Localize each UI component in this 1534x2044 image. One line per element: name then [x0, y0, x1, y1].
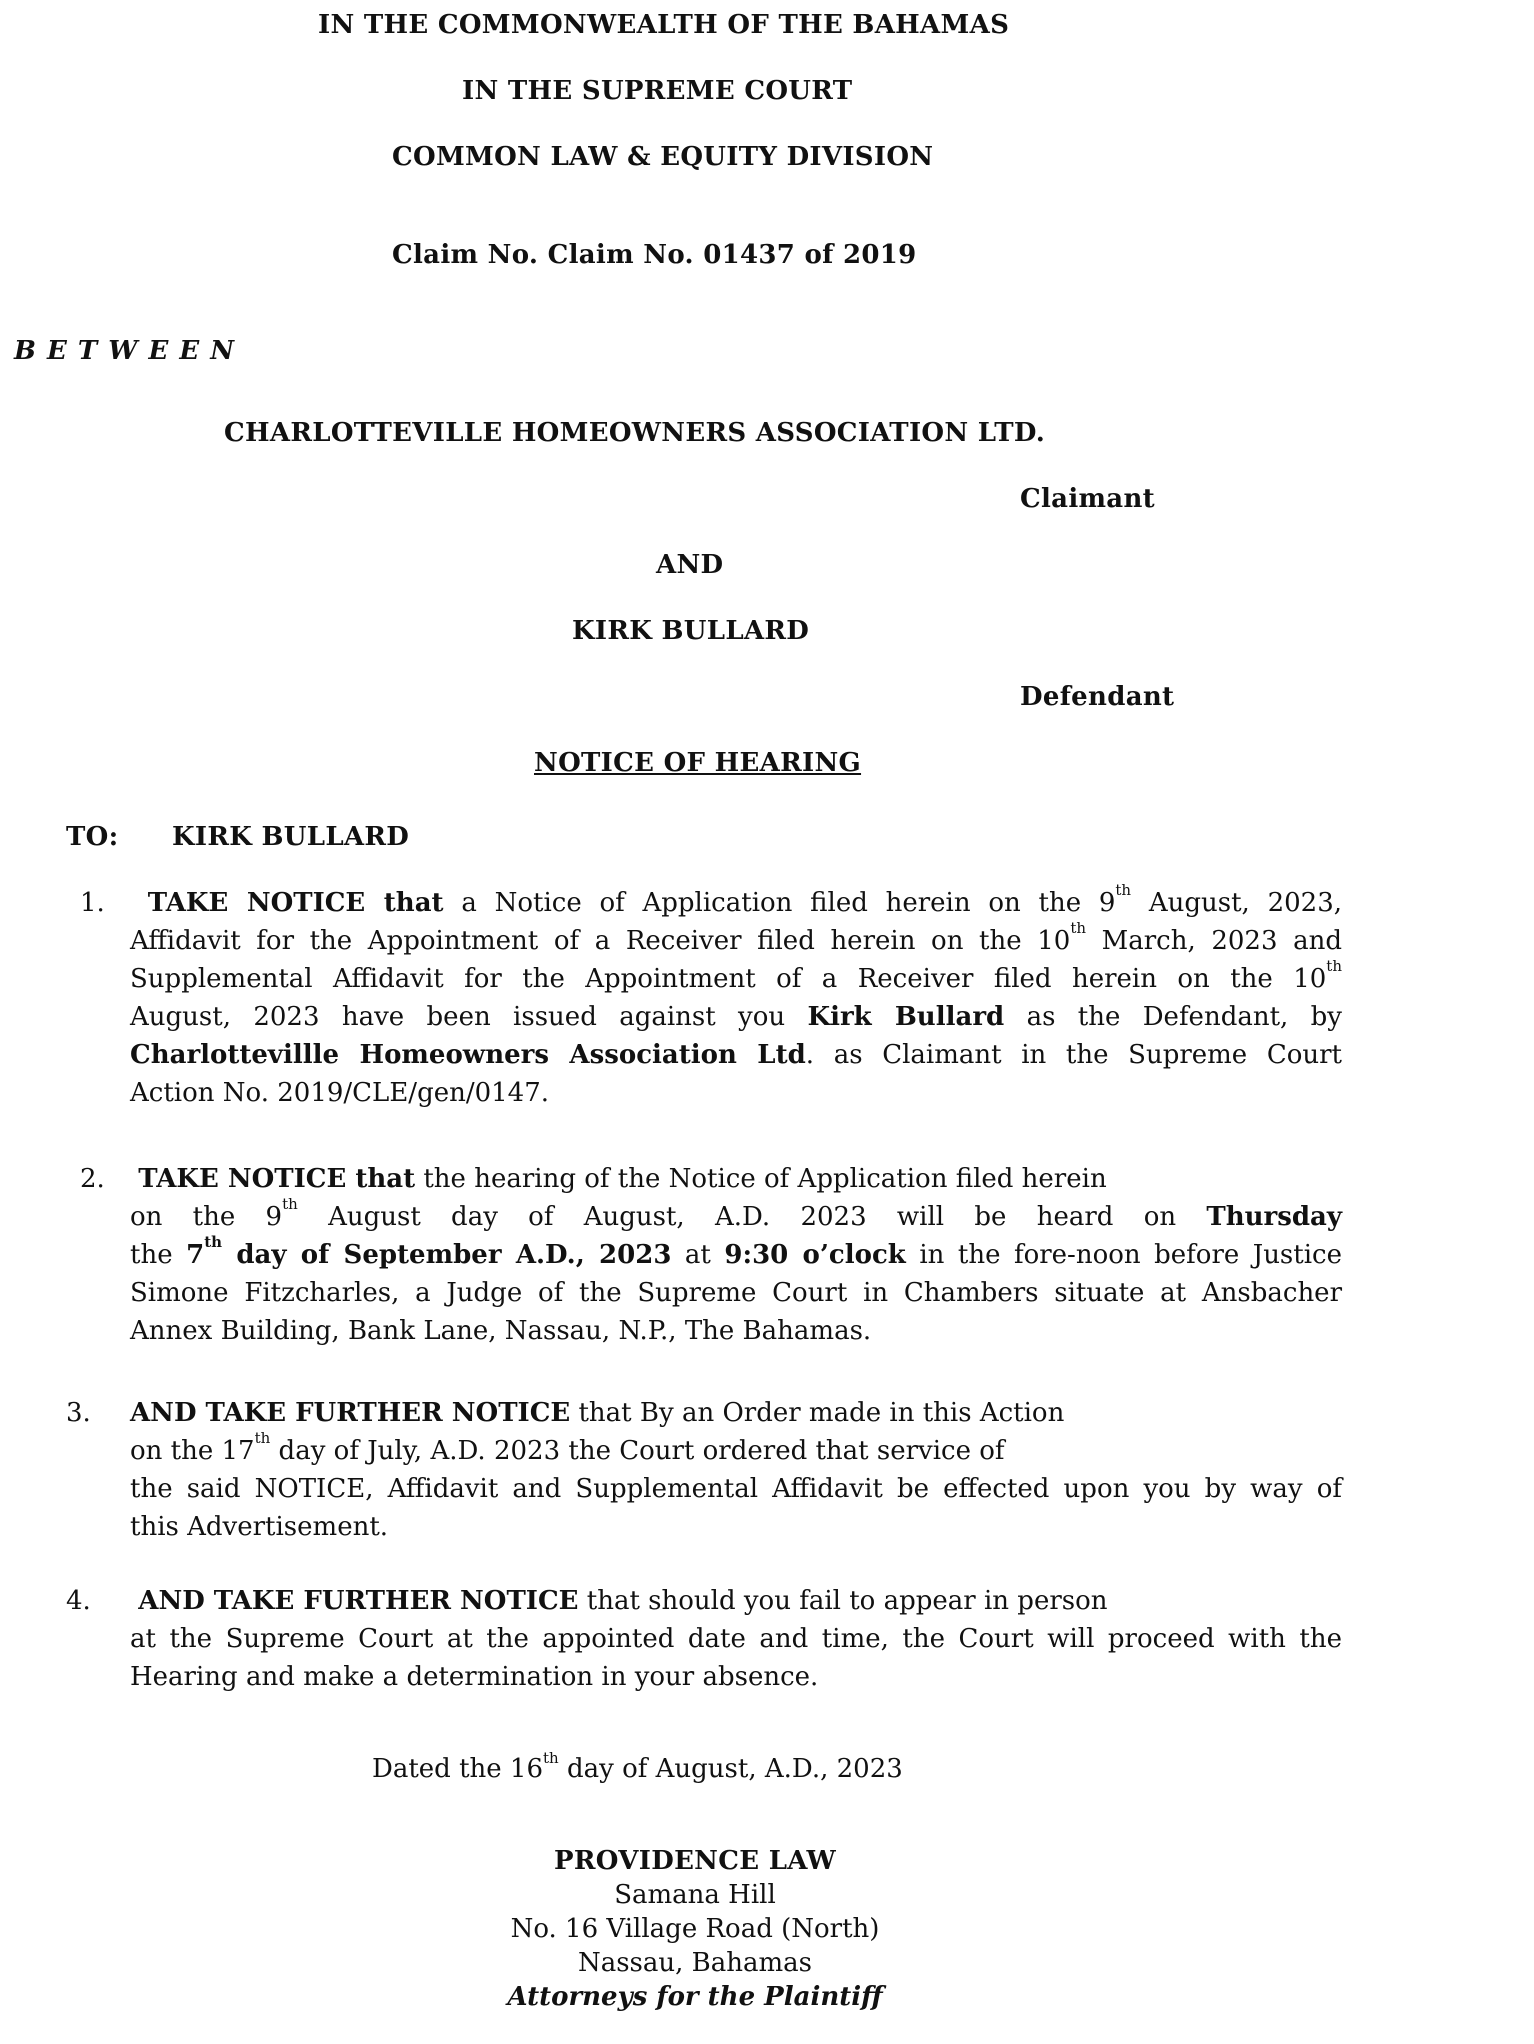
between-label: B E T W E E N — [14, 336, 236, 366]
dated-text: day of August, A.D., 2023 — [558, 1754, 903, 1784]
paragraph-2-line-4: Simone Fitzcharles, a Judge of the Supreme Court in Chambers situate at Ansbacher — [130, 1278, 1342, 1308]
firm-address-2 — [0, 1912, 1534, 1946]
paragraph-3-line-3: the said NOTICE, Affidavit and Supplemental Affidavit be effected upon you by way of — [130, 1474, 1342, 1504]
superscript: th — [1070, 919, 1087, 937]
paragraph-text: . as Claimant in the Supreme Court — [805, 1040, 1343, 1070]
hearing-date-bold: day of September A.D., 2023 — [222, 1240, 672, 1270]
superscript: th — [1115, 881, 1132, 899]
paragraph-1-line-4 — [130, 998, 1342, 1036]
defendant-bold: Kirk Bullard — [807, 1002, 1005, 1032]
superscript: th — [204, 1233, 223, 1251]
paragraph-1-line-1 — [130, 881, 1342, 922]
paragraph-2-line-5: Annex Building, Bank Lane, Nassau, N.P., The Bahamas. — [130, 1316, 872, 1346]
paragraph-4-line-1 — [130, 1582, 1342, 1620]
paragraph-1-line-5 — [130, 1036, 1342, 1074]
superscript: th — [254, 1429, 271, 1447]
paragraph-text: Affidavit for the Appointment of a Receiver filed herein on the 10 — [130, 926, 1071, 956]
paragraph-2-line-1 — [130, 1160, 1342, 1198]
and-label: AND — [656, 550, 724, 580]
dated-line — [372, 1749, 903, 1786]
paragraph-2-line-3 — [130, 1233, 1342, 1274]
paragraph-text: the hearing of the Notice of Application filed herein — [415, 1164, 1107, 1194]
paragraph-text: August, 2023, — [1131, 888, 1342, 918]
defendant-label: Defendant — [1020, 682, 1175, 712]
paragraph-text: Supplemental Affidavit for the Appointment of a Receiver filed herein on the 10 — [130, 964, 1327, 994]
paragraph-1-line-3 — [130, 957, 1342, 998]
firm-name-text: PROVIDENCE LAW — [554, 1846, 836, 1876]
firm-role-text: Attorneys for the Plaintiff — [507, 1982, 883, 2012]
defendant-name: KIRK BULLARD — [572, 616, 810, 646]
paragraph-3-number: 3. — [66, 1398, 91, 1428]
hearing-time-bold: 9:30 o’clock — [724, 1240, 906, 1270]
take-notice-bold: TAKE NOTICE that — [138, 1164, 416, 1194]
paragraph-2-line-2 — [130, 1195, 1342, 1236]
firm-role — [0, 1980, 1534, 2014]
court-jurisdiction: IN THE COMMONWEALTH OF THE BAHAMAS — [318, 10, 1010, 40]
paragraph-4-line-2: at the Supreme Court at the appointed date and time, the Court will proceed with the — [130, 1624, 1342, 1654]
take-notice-bold: TAKE NOTICE that — [147, 888, 444, 918]
paragraph-text: in the fore-noon before Justice — [905, 1240, 1342, 1270]
further-notice-bold: AND TAKE FURTHER NOTICE — [138, 1586, 579, 1616]
paragraph-4-line-3: Hearing and make a determination in your absence. — [130, 1662, 819, 1692]
paragraph-text: that should you fail to appear in person — [578, 1586, 1108, 1616]
firm-address-text: Nassau, Bahamas — [577, 1948, 813, 1978]
paragraph-text: August, 2023 have been issued against you — [130, 1002, 808, 1032]
paragraph-text: a Notice of Application filed herein on the 9 — [443, 888, 1116, 918]
superscript: th — [543, 1749, 559, 1767]
claimant-bold: Charlottevillle Homeowners Association Ltd — [130, 1040, 806, 1070]
to-name: KIRK BULLARD — [172, 822, 410, 852]
dated-text: Dated the 16 — [372, 1754, 544, 1784]
paragraph-text: March, 2023 and — [1086, 926, 1342, 956]
claimant-label: Claimant — [1020, 484, 1155, 514]
to-label: TO: — [66, 822, 119, 852]
paragraph-text: the — [130, 1240, 187, 1270]
court-name: IN THE SUPREME COURT — [462, 76, 853, 106]
claimant-name: CHARLOTTEVILLE HOMEOWNERS ASSOCIATION LTD. — [224, 418, 1046, 448]
paragraph-3-line-2 — [130, 1429, 1342, 1470]
paragraph-1-number: 1. — [80, 888, 105, 918]
court-division: COMMON LAW & EQUITY DIVISION — [392, 142, 934, 172]
superscript: th — [1326, 957, 1342, 975]
firm-name — [0, 1844, 1534, 1878]
further-notice-bold: AND TAKE FURTHER NOTICE — [130, 1398, 571, 1428]
paragraph-3-line-4: this Advertisement. — [130, 1512, 389, 1542]
firm-address-1 — [0, 1878, 1534, 1912]
paragraph-text: on the 17 — [130, 1436, 255, 1466]
paragraph-1-line-2 — [130, 919, 1342, 960]
firm-address-text: Samana Hill — [614, 1880, 776, 1910]
firm-address-text: No. 16 Village Road (North) — [510, 1914, 880, 1944]
paragraph-text: that By an Order made in this Action — [570, 1398, 1065, 1428]
claim-number: Claim No. Claim No. 01437 of 2019 — [392, 240, 917, 270]
paragraph-text: on the 9 — [130, 1202, 283, 1232]
paragraph-3-line-1 — [130, 1394, 1342, 1432]
firm-address-3 — [0, 1946, 1534, 1980]
paragraph-4-number: 4. — [66, 1586, 91, 1616]
superscript: th — [282, 1195, 298, 1213]
hearing-date-bold: 7 — [186, 1240, 205, 1270]
paragraph-text: as the Defendant, by — [1004, 1002, 1342, 1032]
hearing-day-bold: Thursday — [1206, 1202, 1342, 1232]
paragraph-2-number: 2. — [80, 1164, 105, 1194]
paragraph-text: August day of August, A.D. 2023 will be heard on — [297, 1202, 1207, 1232]
paragraph-1-line-6: Action No. 2019/CLE/gen/0147. — [130, 1078, 550, 1108]
notice-title: NOTICE OF HEARING — [534, 748, 862, 778]
paragraph-text: at — [671, 1240, 725, 1270]
paragraph-text: day of July, A.D. 2023 the Court ordered that service of — [270, 1436, 1005, 1466]
